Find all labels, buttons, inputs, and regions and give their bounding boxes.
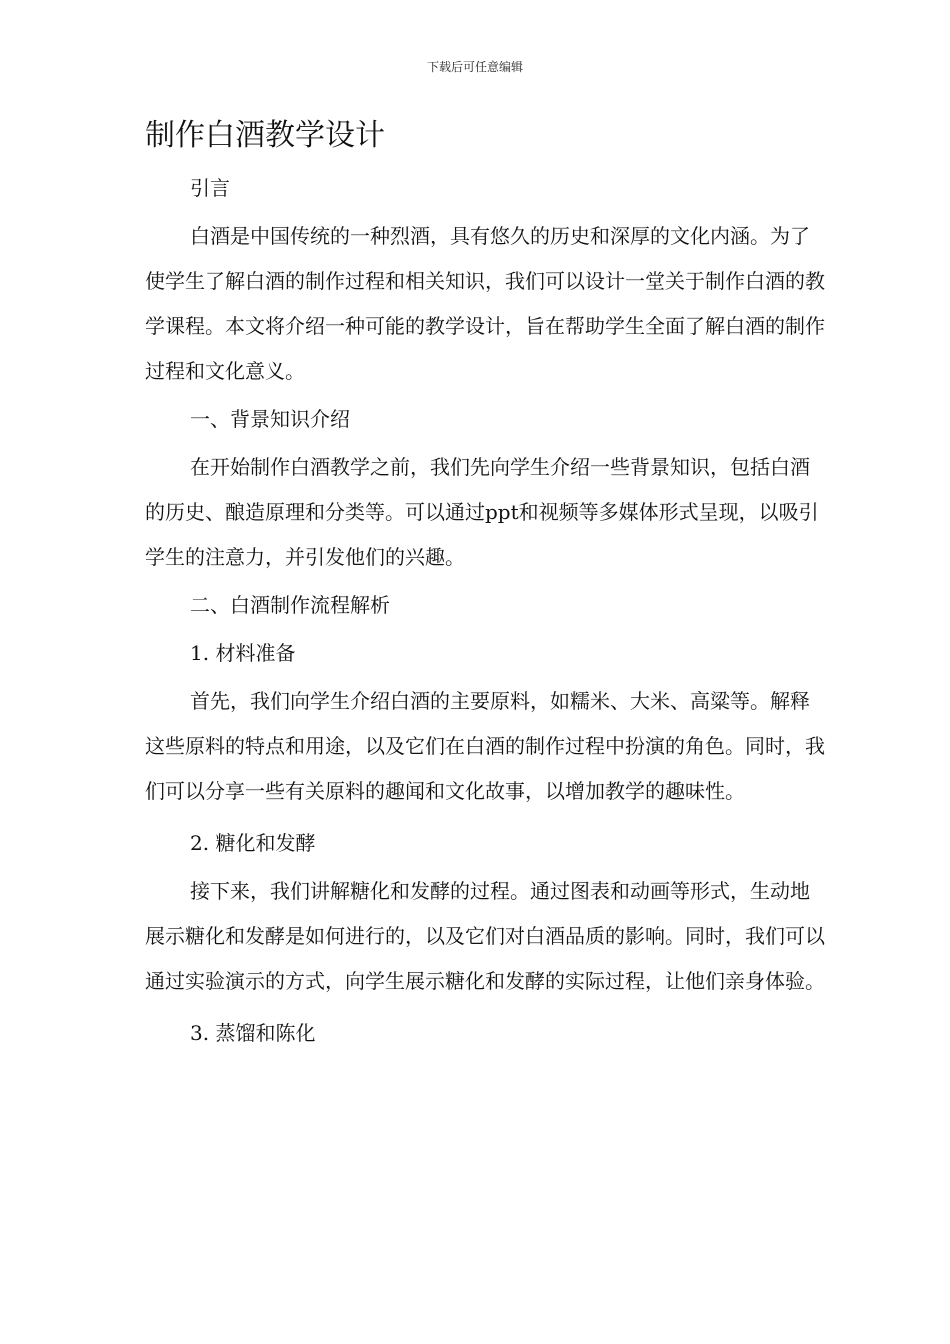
step2-paragraph: 接下来，我们讲解糖化和发酵的过程。通过图表和动画等形式，生动地展示糖化和发酵是如何进行的，以及它们对白酒品质的影响。同时，我们可以通过实验演示的方式，向学生展示糖化和发酵的实际过程，让他们亲身体验。 bbox=[145, 879, 825, 993]
document-title: 制作白酒教学设计 bbox=[145, 118, 385, 153]
intro-heading: 引言 bbox=[190, 176, 230, 200]
header-note: 下载后可任意编辑 bbox=[426, 60, 523, 74]
document-body bbox=[145, 166, 825, 1056]
step1-paragraph: 首先，我们向学生介绍白酒的主要原料，如糯米、大米、高粱等。解释这些原料的特点和用途，以及它们在白酒的制作过程中扮演的角色。同时，我们可以分享一些有关原料的趣闻和文化故事，以增加教学的趣味性。 bbox=[145, 689, 825, 803]
step1-heading: 1. 材料准备 bbox=[190, 641, 296, 665]
section1-heading: 一、背景知识介绍 bbox=[190, 407, 350, 431]
step3-heading: 3. 蒸馏和陈化 bbox=[190, 1021, 316, 1045]
section2-heading: 二、白酒制作流程解析 bbox=[190, 593, 390, 617]
section1-paragraph: 在开始制作白酒教学之前，我们先向学生介绍一些背景知识，包括白酒的历史、酿造原理和分类等。可以通过ppt和视频等多媒体形式呈现，以吸引学生的注意力，并引发他们的兴趣。 bbox=[145, 455, 819, 569]
intro-paragraph: 白酒是中国传统的一种烈酒，具有悠久的历史和深厚的文化内涵。为了使学生了解白酒的制作过程和相关知识，我们可以设计一堂关于制作白酒的教学课程。本文将介绍一种可能的教学设计，旨在帮助学生全面了解白酒的制作过程和文化意义。 bbox=[145, 224, 825, 383]
step2-heading: 2. 糖化和发酵 bbox=[190, 831, 316, 855]
